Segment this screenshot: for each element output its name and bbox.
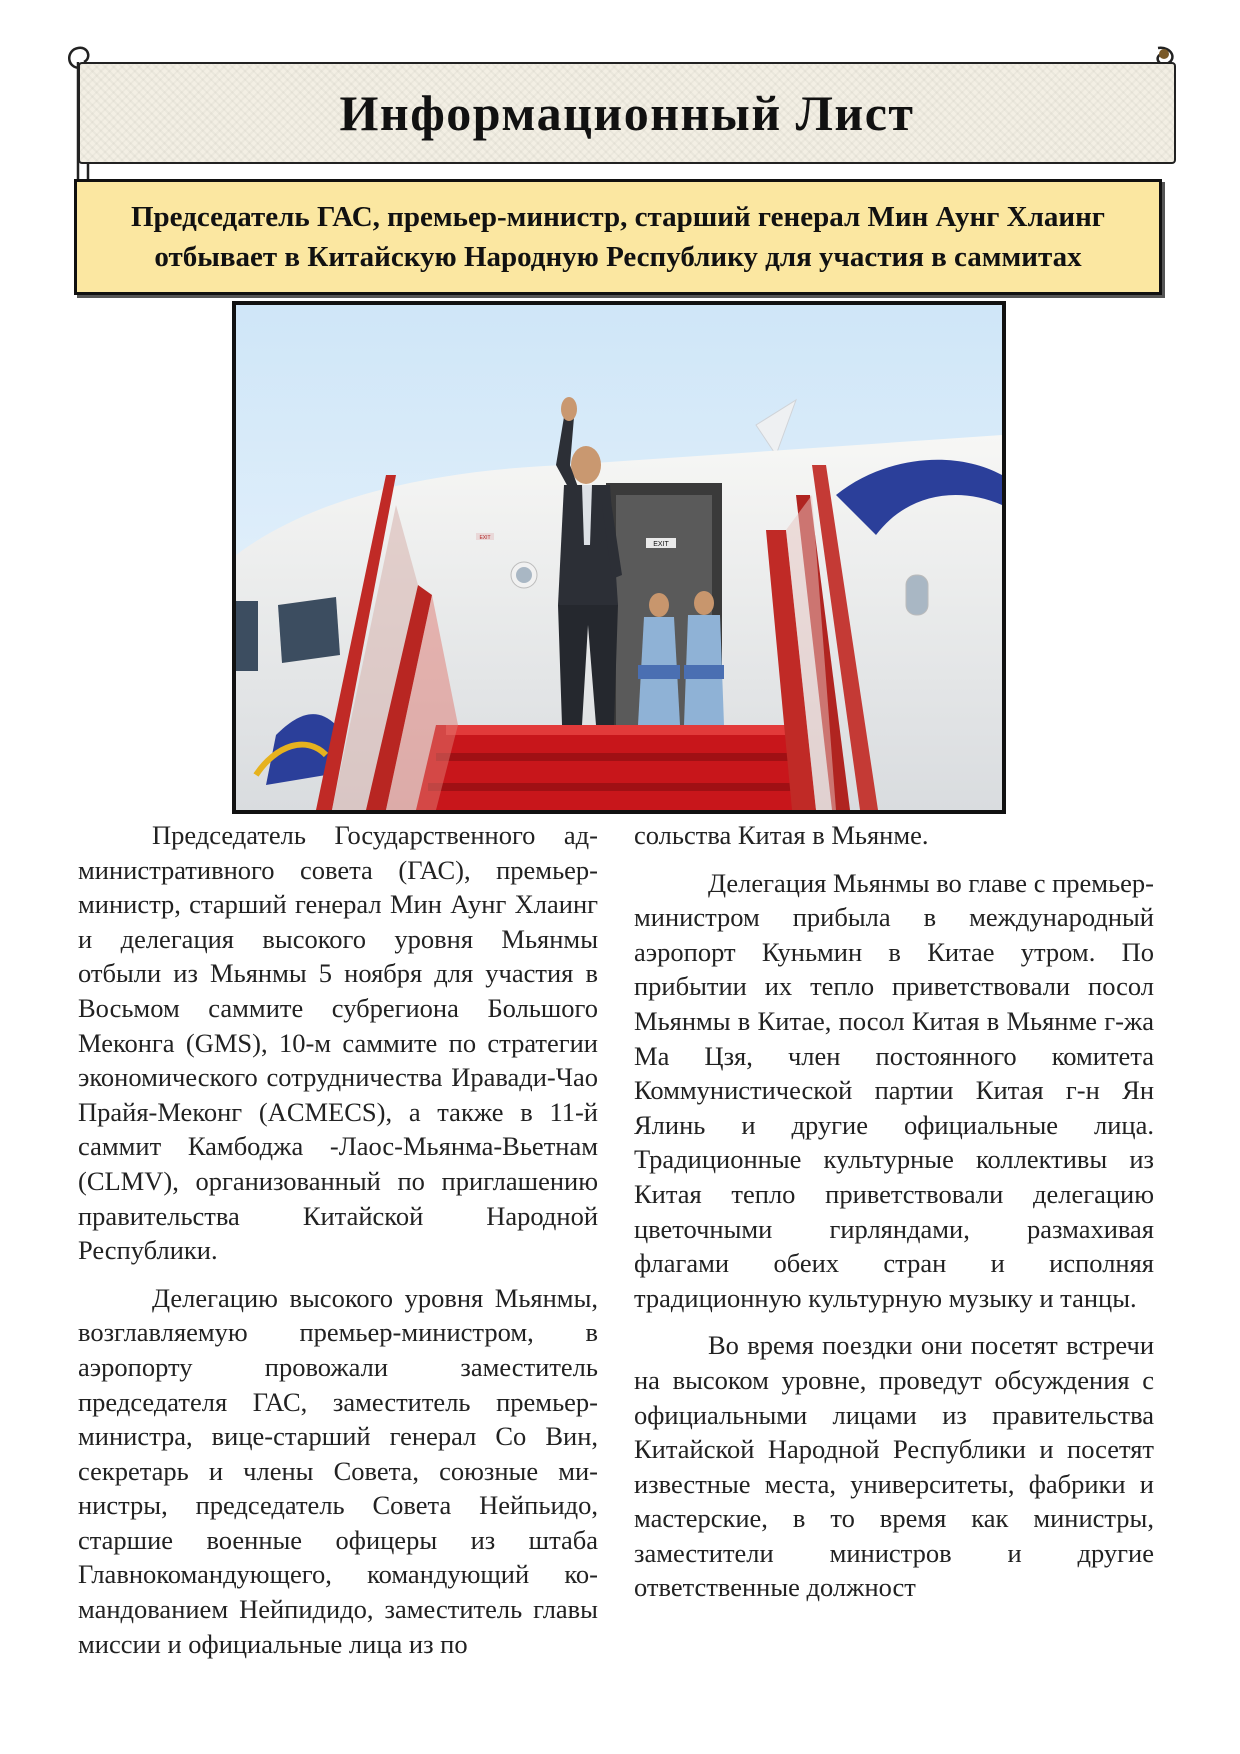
title-banner bbox=[78, 62, 1176, 164]
article-paragraph: Делегация Мьянмы во главе с премьер-министром прибыла в международный аэропорт Куньмин в Китае утром. По прибытии их тепло приветствовали посол Мьянмы в Китае, посол Китая в Мьянме г-жа Ма Цзя, член постоянного комитета Коммунистической партии Китая г-н Ян Ялинь и другие официальные лица. Традиционные культурные коллективы из Китая тепло приветствовали делегацию цветочными гирляндами, размахивая флагами обеих стран и исполняя традиционную культурную музыку и танцы. bbox=[634, 867, 1154, 1313]
exit-sign-1: EXIT bbox=[653, 541, 669, 548]
article-paragraph: Делегацию высокого уровня Мьянмы, возглавляемую премьер-министром, в аэропорту провожали заместитель председателя ГАС, заместитель премьер-министра, вице-старший генерал Со Вин, секретарь и члены Совета, союзные министры, председатель Совета Нейпьидо, старшие военные офицеры из штаба Главнокомандующего, командующий командованием Нейпидидо, заместитель главы миссии и официальные лица из по bbox=[78, 1282, 598, 1659]
article-column-right bbox=[634, 818, 1154, 1618]
article-column-left bbox=[78, 818, 598, 1674]
page-title: Информационный Лист bbox=[339, 85, 915, 141]
headline-box bbox=[74, 179, 1162, 295]
article-paragraph: Председатель Государственного административного совета (ГАС), премьер-министр, старший генерал Мин Аунг Хлаинг и делегация высокого уровня Мьянмы отбыли из Мьянмы 5 ноября для участия в Восьмом саммите субрегиона Большого Меконга (GMS), 10-м саммите по стратегии экономического сотрудничества Иравади-Чао Прайя-Меконг (ACMECS), а также в 11-й саммит Камбоджа -Лаос-Мьянма-Вьетнам (CLMV), организованный по приглашению правительства Китайской Народной Республики. bbox=[78, 820, 598, 1266]
news-photo bbox=[232, 301, 1006, 814]
airplane-departure-illustration bbox=[236, 305, 1002, 810]
article-paragraph-continued: сольства Китая в Мьянме. bbox=[634, 820, 929, 850]
headline-line-2: отбывает в Китайскую Народную Республику для участия в саммитах bbox=[154, 241, 1082, 273]
headline-line-1: Председатель ГАС, премьер-министр, старший генерал Мин Аунг Хлаинг bbox=[131, 201, 1105, 233]
article-paragraph: Во время поездки они посетят встречи на высоком уровне, проведут обсуждения с официальными лицами из правительства Китайской Народной Республики и посетят известные места, университеты, фабрики и мастерские, в то время как министры, заместители министров и другие ответственные должност bbox=[634, 1330, 1154, 1603]
exit-sign-2: EXIT bbox=[479, 535, 491, 541]
